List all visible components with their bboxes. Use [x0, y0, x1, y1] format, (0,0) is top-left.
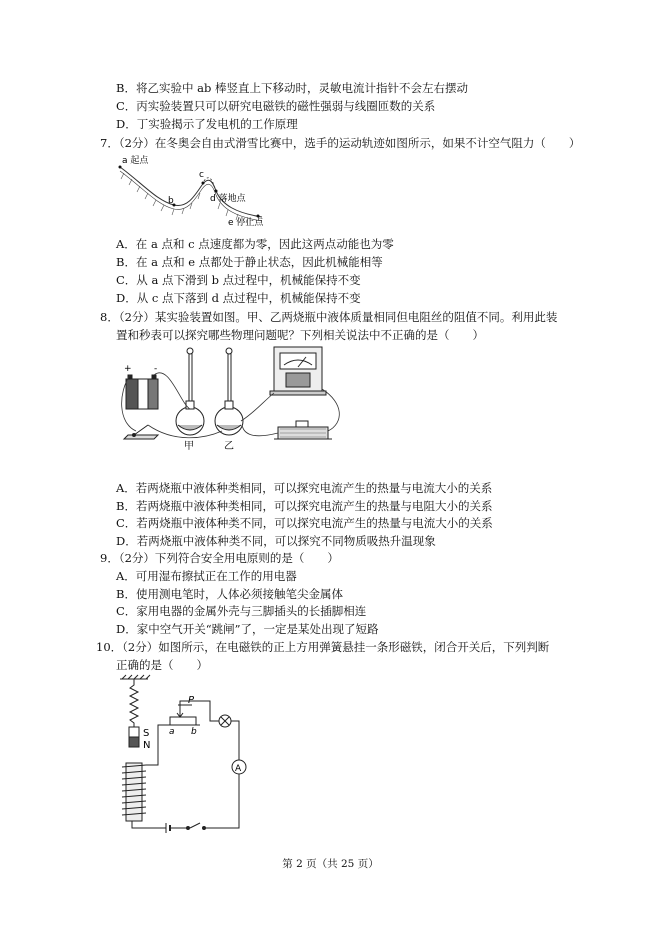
battery-plus-label: + — [124, 364, 132, 374]
rheostat-a-label: a — [169, 727, 175, 737]
q7-ski-trajectory-figure — [112, 153, 282, 231]
slider-p-icon — [177, 705, 192, 717]
q8-option-b: B．若两烧瓶中液体种类相同，可以探究电流产生的热量与电阻大小的关系 — [116, 499, 493, 513]
switch-icon — [187, 823, 206, 830]
rheostat-b-label: b — [191, 727, 197, 737]
ceiling-hatch — [120, 675, 150, 679]
q9-option-b: B．使用测电笔时，人体必须接触笔尖金属体 — [116, 587, 343, 601]
q10-stem-line2: 正确的是（ ） — [116, 658, 208, 672]
label-d: d 落地点 — [210, 194, 246, 204]
slider-p-label: P — [188, 695, 195, 706]
ammeter-icon — [270, 347, 326, 395]
q7-option-b: B．在 a 点和 e 点都处于静止状态，因此机械能相等 — [116, 255, 383, 269]
label-e: e 停止点 — [228, 218, 264, 228]
label-c: c — [199, 170, 204, 180]
bar-magnet-n — [129, 737, 139, 747]
q8-stem-line1: 8．（2分）某实验装置如图。甲、乙两烧瓶中液体质量相同但电阻丝的阻值不同。利用此装 — [100, 310, 558, 324]
bar-magnet-s — [129, 727, 139, 737]
magnet-s-label: S — [143, 728, 150, 739]
switch-icon — [124, 425, 158, 439]
prev-option-c: C．丙实验装置只可以研究电磁铁的磁性强弱与线圈匝数的关系 — [116, 99, 436, 113]
prev-option-b: B．将乙实验中 ab 棒竖直上下移动时，灵敏电流计指针不会左右摆动 — [116, 81, 468, 95]
q7-option-c: C．从 a 点下滑到 b 点过程中，机械能保持不变 — [116, 273, 361, 287]
q9-stem: 9．（2分）下列符合安全用电原则的是（ ） — [100, 551, 339, 565]
q9-option-c: C．家用电器的金属外壳与三脚插头的长插脚相连 — [116, 604, 367, 618]
rheostat-icon — [170, 717, 196, 725]
battery-minus-label: - — [154, 364, 158, 374]
q8-stem-line2: 置和秒表可以探究哪些物理问题呢？下列相关说法中不正确的是（ ） — [116, 328, 484, 342]
electromagnet-coil-icon — [122, 763, 146, 821]
q10-stem-line1: 10．（2分）如图所示，在电磁铁的正上方用弹簧悬挂一条形磁铁，闭合开关后，下列判断 — [96, 640, 550, 654]
battery-icon — [166, 823, 170, 833]
q10-electromagnet-circuit-figure — [112, 673, 252, 833]
rheostat-icon — [274, 421, 332, 439]
prev-option-d: D．丁实验揭示了发电机的工作原理 — [116, 117, 298, 131]
flask-jia-icon — [176, 348, 204, 435]
magnet-n-label: N — [143, 740, 151, 751]
page-footer: 第 2 页（共 25 页） — [282, 858, 379, 870]
flight-path — [204, 178, 215, 189]
flask-yi-icon — [215, 348, 243, 435]
q9-option-a: A．可用湿布擦拭正在工作的用电器 — [116, 569, 297, 583]
q8-option-d: D．若两烧瓶中液体种类不同，可以探究不同物质吸热升温现象 — [116, 534, 436, 548]
flask-yi-label: 乙 — [224, 441, 234, 452]
lamp-icon — [219, 715, 231, 727]
q8-heating-apparatus-figure — [114, 343, 364, 458]
point-c — [202, 182, 205, 185]
q7-option-d: D．从 c 点下落到 d 点过程中，机械能保持不变 — [116, 291, 361, 305]
flask-jia-label: 甲 — [184, 441, 194, 452]
q9-option-d: D．家中空气开关“跳闸”了，一定是某处出现了短路 — [116, 622, 379, 636]
q7-option-a: A．在 a 点和 c 点速度都为零，因此这两点动能也为零 — [116, 237, 394, 251]
battery-icon — [126, 375, 158, 409]
q7-stem: 7．（2分）在冬奥会自由式滑雪比赛中，选手的运动轨迹如图所示，如果不计空气阻力（ ） — [100, 136, 581, 150]
point-d — [215, 190, 218, 193]
label-b: b — [168, 196, 174, 206]
label-a: a 起点 — [122, 156, 149, 166]
q8-option-c: C．若两烧瓶中液体种类不同，可以探究电流产生的热量与电流大小的关系 — [116, 516, 493, 530]
spring-icon — [130, 679, 138, 727]
ammeter-label: A — [235, 764, 242, 774]
q8-option-a: A．若两烧瓶中液体种类相同，可以探究电流产生的热量与电流大小的关系 — [116, 481, 493, 495]
